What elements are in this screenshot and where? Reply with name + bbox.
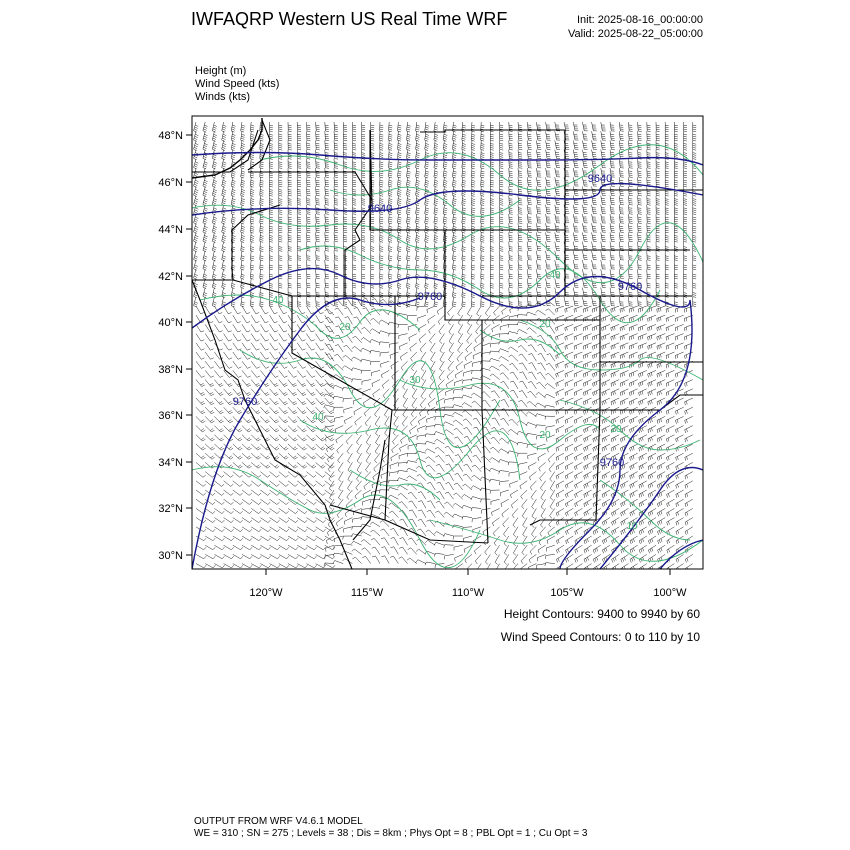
wind-contour-label: 40 bbox=[312, 412, 324, 423]
lat-label: 48°N bbox=[158, 130, 183, 142]
height-contour-label: 9760 bbox=[599, 457, 625, 469]
model-config: WE = 310 ; SN = 275 ; Levels = 38 ; Dis = 8km ; Phys Opt = 8 ; PBL Opt = 1 ; Cu Opt = 3 bbox=[194, 828, 588, 839]
wind-contour-label: 10 bbox=[626, 521, 638, 532]
height-contour-legend: Height Contours: 9400 to 9940 by 60 bbox=[503, 607, 700, 621]
wind-contour-label: 20 bbox=[539, 430, 551, 441]
lon-label: 120°W bbox=[249, 587, 283, 599]
wind-contour-label: 40 bbox=[272, 295, 284, 306]
lat-label: 46°N bbox=[158, 177, 183, 189]
lon-label: 115°W bbox=[350, 587, 384, 599]
lon-label: 110°W bbox=[451, 587, 485, 599]
lat-label: 40°N bbox=[158, 317, 183, 329]
lon-label: 105°W bbox=[550, 587, 584, 599]
wind-contour-label: 30 bbox=[409, 375, 421, 386]
lat-label: 42°N bbox=[158, 271, 183, 283]
model-version: OUTPUT FROM WRF V4.6.1 MODEL bbox=[194, 816, 363, 827]
wind-contour-legend: Wind Speed Contours: 0 to 110 by 10 bbox=[500, 630, 700, 644]
height-contour-label: 9760 bbox=[417, 291, 443, 303]
height-contour-label: 9640 bbox=[587, 173, 613, 185]
lon-label: 100°W bbox=[653, 587, 687, 599]
model-footer bbox=[194, 816, 587, 840]
lat-label: 38°N bbox=[158, 364, 183, 376]
longitude-axis bbox=[249, 569, 687, 599]
variable-wind-speed: Wind Speed (kts) bbox=[195, 78, 280, 90]
init-time: Init: 2025-08-16_00:00:00 bbox=[577, 14, 703, 26]
height-contour-label: 9640 bbox=[367, 203, 393, 215]
variable-height: Height (m) bbox=[195, 65, 247, 77]
lat-label: 44°N bbox=[158, 224, 183, 236]
wind-contour-label: 20 bbox=[539, 319, 551, 330]
height-contour-label: 9760 bbox=[232, 396, 258, 408]
variable-winds: Winds (kts) bbox=[195, 91, 250, 103]
chart-title: IWFAQRP Western US Real Time WRF bbox=[191, 9, 508, 29]
lat-label: 32°N bbox=[158, 503, 183, 515]
lat-label: 30°N bbox=[158, 550, 183, 562]
valid-time: Valid: 2025-08-22_05:00:00 bbox=[568, 28, 703, 40]
latitude-axis bbox=[158, 130, 192, 562]
wind-contour-label: 20 bbox=[610, 424, 622, 435]
lat-label: 36°N bbox=[158, 410, 183, 422]
height-contour-label: 9760 bbox=[617, 281, 643, 293]
wind-contour-label: 20 bbox=[339, 322, 351, 333]
lat-label: 34°N bbox=[158, 457, 183, 469]
wind-contour-label: 40 bbox=[549, 270, 561, 281]
